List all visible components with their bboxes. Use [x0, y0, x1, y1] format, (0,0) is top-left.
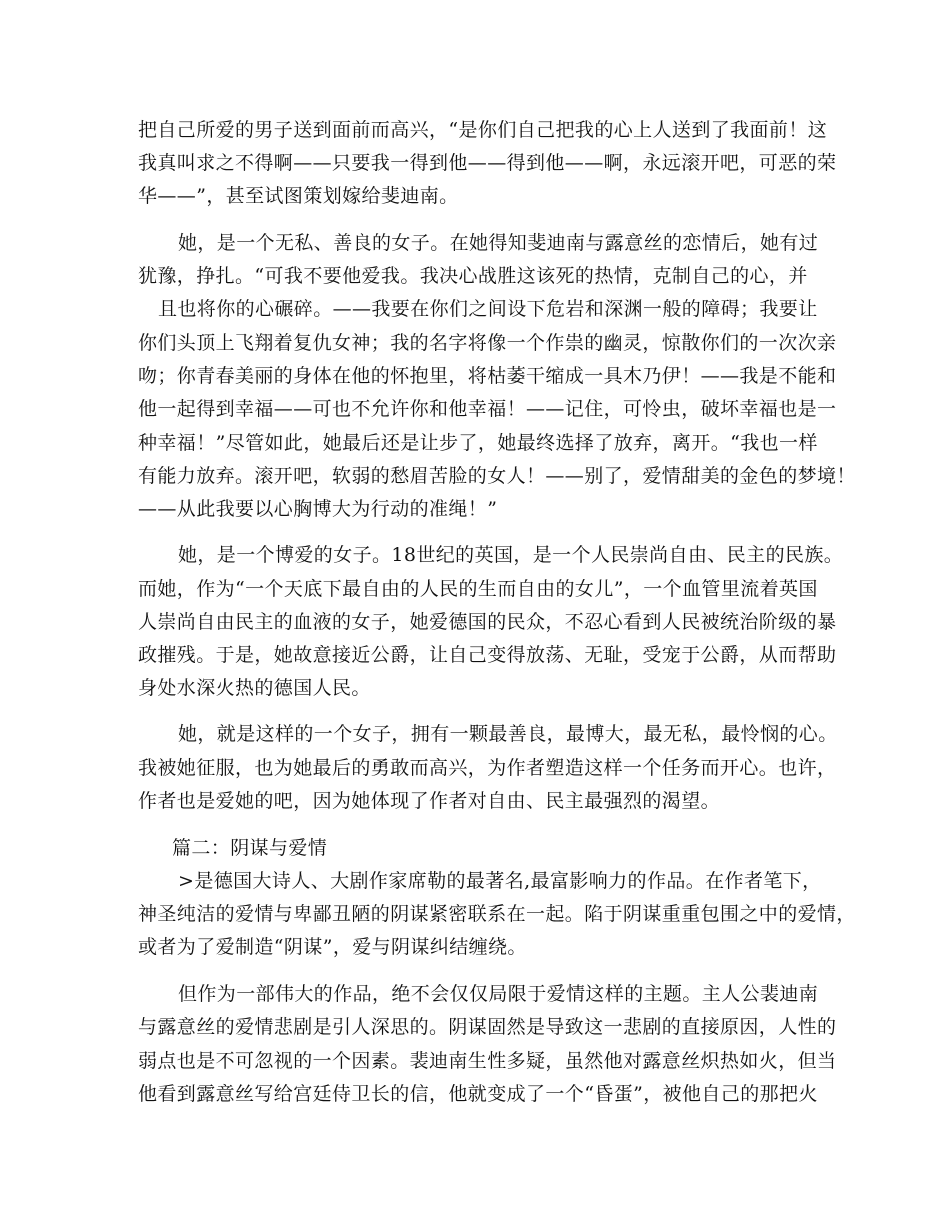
text-line: 他看到露意丝写给宫廷侍卫长的信，他就变成了一个“昏蛋”，被他自己的那把火 [138, 1083, 818, 1105]
text-line: 政摧残。于是，她故意接近公爵，让自己变得放荡、无耻，受宠于公爵，从而帮助 [138, 644, 837, 666]
paragraph-start-line: 她，是一个博爱的女子。18世纪的英国，是一个人民崇尚自由、民主的民族。 [178, 544, 844, 566]
text-line: 华——”，甚至试图策划嫁给斐迪南。 [138, 185, 459, 207]
paragraph-start-line: 但作为一部伟大的作品，绝不会仅仅局限于爱情这样的主题。主人公裴迪南 [178, 983, 819, 1005]
text-line: 犹豫，挣扎。“可我不要他爱我。我决心战胜这该死的热情，克制自己的心，并 [138, 265, 808, 287]
text-line: 人崇尚自由民主的血液的女子，她爱德国的民众，不忍心看到人民被统治阶级的暴 [138, 611, 837, 633]
text-line: 吻；你青春美丽的身体在他的怀抱里，将枯萎干缩成一具木乃伊！——我是不能和 [138, 365, 837, 387]
text-line: 弱点也是不可忽视的一个因素。裴迪南生性多疑，虽然他对露意丝炽热如火，但当 [138, 1050, 837, 1072]
paragraph-start-line: 她，是一个无私、善良的女子。在她得知斐迪南与露意丝的恋情后，她有过 [178, 232, 819, 254]
section-heading: 篇二：阴谋与爱情 [172, 837, 328, 859]
paragraph-start-line: >是德国大诗人、大剧作家席勒的最著名,最富影响力的作品。在作者笔下， [178, 870, 822, 892]
text-line: 种幸福！”尽管如此，她最后还是让步了，她最终选择了放弃，离开。“我也一样 [138, 432, 818, 454]
text-line: 有能力放弃。滚开吧，软弱的愁眉苦脸的女人！——别了，爱情甜美的金色的梦境！ [138, 465, 856, 487]
paragraph-start-line: 她，就是这样的一个女子，拥有一颗最善良，最博大，最无私，最怜悯的心。 [178, 723, 838, 745]
text-line: ——从此我要以心胸博大为行动的准绳！” [138, 498, 498, 520]
text-line: 我真叫求之不得啊——只要我一得到他——得到他——啊，永远滚开吧，可恶的荣 [138, 152, 837, 174]
text-line: 神圣纯洁的爱情与卑鄙丑陋的阴谋紧密联系在一起。陷于阴谋重重包围之中的爱情， [138, 903, 856, 925]
text-line: 而她，作为“一个天底下最自由的人民的生而自由的女儿”，一个血管里流着英国 [138, 578, 818, 600]
text-line: 或者为了爱制造“阴谋”，爱与阴谋纠结缠绕。 [138, 936, 527, 958]
text-line: 身处水深火热的德国人民。 [138, 677, 371, 699]
text-line: 我被她征服，也为她最后的勇敢而高兴，为作者塑造这样一个任务而开心。也许， [138, 757, 837, 779]
text-line: 作者也是爱她的吧，因为她体现了作者对自由、民主最强烈的渴望。 [138, 790, 721, 812]
text-line: 你们头顶上飞翔着复仇女神；我的名字将像一个作祟的幽灵，惊散你们的一次次亲 [138, 332, 837, 354]
text-line: 与露意丝的爱情悲剧是引人深思的。阴谋固然是导致这一悲剧的直接原因，人性的 [138, 1016, 837, 1038]
text-line: 把自己所爱的男子送到面前而高兴，“是你们自己把我的心上人送到了我面前！这 [138, 119, 828, 141]
text-line: 且也将你的心碾碎。——我要在你们之间设下危岩和深渊一般的障碍；我要让 [158, 298, 818, 320]
text-line: 他一起得到幸福——可也不允许你和他幸福！——记住，可怜虫，破坏幸福也是一 [138, 398, 837, 420]
